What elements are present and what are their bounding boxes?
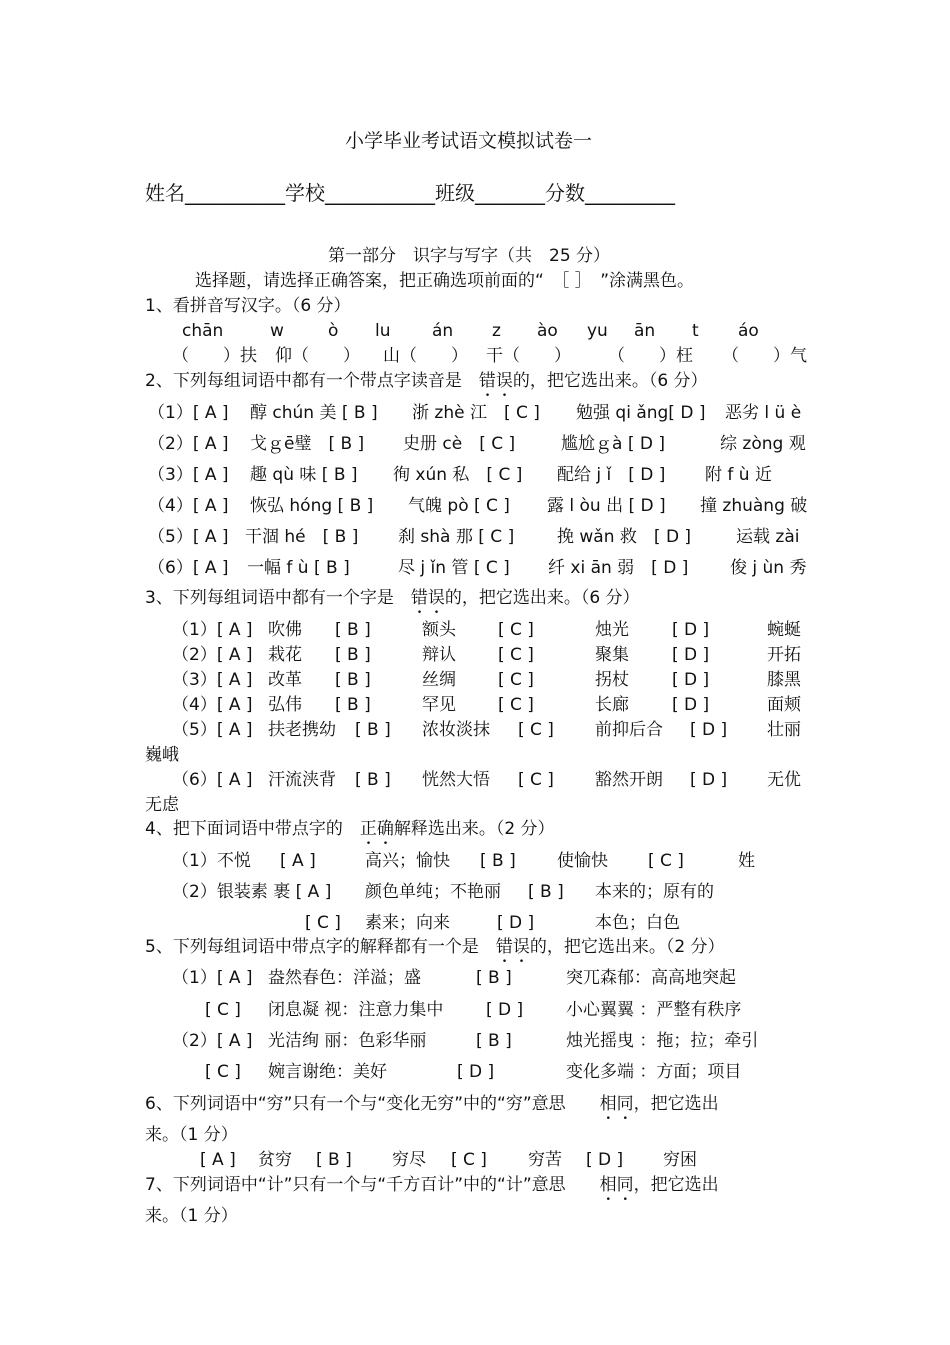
option-c[interactable]: [ C ] bbox=[205, 1000, 241, 1020]
option-d[interactable]: [ D ] bbox=[690, 770, 728, 790]
q3-emphasis: 错误 bbox=[410, 588, 445, 608]
score-blank[interactable]: _________ bbox=[585, 181, 675, 205]
q5-title-text: 5、下列每组词语中带点字的解释都有一个是 bbox=[145, 937, 496, 957]
option-c[interactable]: [ C ] bbox=[498, 695, 534, 715]
option-text[interactable]: 光洁绚 丽：色彩华丽 bbox=[268, 1031, 427, 1051]
option-text[interactable]: 颜色单纯；不艳丽 bbox=[365, 882, 501, 902]
q4-title bbox=[145, 818, 555, 849]
pinyin: w bbox=[270, 321, 284, 341]
option-text[interactable]: 无优 bbox=[767, 770, 801, 790]
option-text[interactable]: 俊 j ùn 秀 bbox=[730, 558, 807, 578]
pinyin: yu bbox=[587, 321, 608, 341]
option-c[interactable]: [ C ] bbox=[498, 620, 534, 640]
option-d[interactable]: [ D ] bbox=[486, 1000, 524, 1020]
option-d[interactable]: [ D ] bbox=[672, 670, 710, 690]
option-text[interactable]: 勉强 qi ǎng[ D ] bbox=[576, 403, 706, 423]
option-a[interactable]: （3）[ A ] bbox=[172, 670, 253, 690]
pinyin: chān bbox=[182, 321, 224, 341]
exam-title: 小学毕业考试语文模拟试卷一 bbox=[345, 130, 593, 152]
q5-title-text: 的，把它选出来。（2 分） bbox=[529, 937, 725, 957]
student-info-line bbox=[145, 182, 675, 204]
option-text[interactable]: 聚集 bbox=[595, 645, 629, 665]
option-text[interactable]: 一幅 f ù [ B ] bbox=[247, 558, 350, 578]
option-text[interactable]: 趣 qù 味 [ B ] bbox=[250, 465, 358, 485]
option-text[interactable]: 开拓 bbox=[767, 645, 801, 665]
q3-title-text: 3、下列每组词语中都有一个字是 bbox=[145, 588, 411, 608]
option-text[interactable]: 徇 xún 私 [ C ] bbox=[393, 465, 523, 485]
option-text[interactable]: 尴尬ｇà [ D ] bbox=[561, 434, 665, 454]
option-b[interactable]: [ B ] bbox=[335, 620, 371, 640]
option-text[interactable]: 长廊 bbox=[595, 695, 629, 715]
q3-row-6-wrap: 无虑 bbox=[145, 795, 179, 815]
option-text[interactable]: 醇 chún 美 [ B ] bbox=[250, 403, 378, 423]
option-a[interactable]: （1）[ A ] bbox=[172, 968, 253, 988]
option-b[interactable]: [ B ] bbox=[355, 720, 391, 740]
q1-title: 1、看拼音写汉字。（6 分） bbox=[145, 296, 351, 316]
option-text[interactable]: 使愉快 bbox=[557, 851, 608, 871]
option-text[interactable]: 豁然开朗 bbox=[595, 770, 663, 790]
option-text[interactable]: 浙 zhè 江 [ C ] bbox=[412, 403, 540, 423]
option-a[interactable]: （6）[ A ] bbox=[172, 770, 253, 790]
option-b[interactable]: [ B ] bbox=[335, 645, 371, 665]
option-text[interactable]: 素来；向来 bbox=[365, 913, 450, 933]
option-text[interactable]: 恍然大悟 bbox=[422, 770, 490, 790]
q3-title-text: 的，把它选出来。（6 分） bbox=[444, 588, 640, 608]
option-a[interactable]: （5）[ A ] bbox=[148, 527, 229, 547]
q7-title-text: ，把它选出 bbox=[633, 1175, 719, 1195]
option-c[interactable]: [ C ] bbox=[498, 670, 534, 690]
pinyin: án bbox=[432, 321, 454, 341]
q4-word[interactable]: （2）银装素 裹 [ A ] bbox=[172, 882, 332, 902]
pinyin: ò bbox=[328, 321, 339, 341]
q6-title-text: ，把它选出 bbox=[633, 1094, 719, 1114]
option-text[interactable]: 盎然春色：洋溢；盛 bbox=[268, 968, 421, 988]
option-d[interactable]: [ D ] bbox=[457, 1062, 495, 1082]
pinyin: áo bbox=[738, 321, 759, 341]
option-b[interactable]: [ B ] bbox=[528, 882, 564, 902]
pinyin: lu bbox=[375, 321, 391, 341]
option-c[interactable]: [ C ] bbox=[205, 1062, 241, 1082]
option-a[interactable]: （5）[ A ] bbox=[172, 720, 253, 740]
option-b[interactable]: [ B ] bbox=[480, 851, 516, 871]
option-text[interactable]: 撞 zhuàng 破 bbox=[700, 496, 808, 516]
option-text[interactable]: 罕见 bbox=[422, 695, 456, 715]
answer-blank[interactable]: （ ）气 bbox=[722, 346, 807, 366]
option-text[interactable]: 贫穷 bbox=[258, 1150, 292, 1170]
pinyin: z bbox=[492, 321, 501, 341]
option-text[interactable]: 本色；白色 bbox=[595, 913, 680, 933]
q6-emphasis: 相同 bbox=[599, 1094, 634, 1114]
option-text[interactable]: 刹 shà 那 [ C ] bbox=[398, 527, 515, 547]
q2-title-text: 2、下列每组词语中都有一个带点字读音是 bbox=[145, 371, 479, 391]
option-text[interactable]: 姓 bbox=[738, 851, 755, 871]
option-text[interactable]: 烛光摇曳 ：拖；拉；牵引 bbox=[566, 1031, 759, 1051]
pinyin: ào bbox=[537, 321, 558, 341]
option-text[interactable]: 尽 j ǐn 管 [ C ] bbox=[398, 558, 510, 578]
option-text[interactable]: 穷苦 bbox=[528, 1150, 562, 1170]
q6-title bbox=[145, 1093, 719, 1124]
option-text[interactable]: 干涸 hé [ B ] bbox=[245, 527, 359, 547]
option-text[interactable]: 穷尽 bbox=[392, 1150, 426, 1170]
option-text[interactable]: 附 f ù 近 bbox=[705, 465, 772, 485]
q5-emphasis: 错误 bbox=[495, 937, 530, 957]
option-d[interactable]: [ D ] bbox=[672, 645, 710, 665]
option-b[interactable]: [ B ] bbox=[335, 695, 371, 715]
option-text[interactable]: 小心翼翼 ：严整有秩序 bbox=[566, 1000, 742, 1020]
q5-title bbox=[145, 936, 725, 967]
option-text[interactable]: 蜿蜒 bbox=[767, 620, 801, 640]
q4-emphasis: 正确 bbox=[359, 819, 394, 839]
option-b[interactable]: [ B ] bbox=[316, 1150, 352, 1170]
option-text[interactable]: 吹佛 bbox=[268, 620, 302, 640]
option-text[interactable]: 高兴；愉快 bbox=[365, 851, 450, 871]
school-label: 学校 bbox=[285, 181, 325, 205]
option-b[interactable]: [ B ] bbox=[476, 968, 512, 988]
option-text[interactable]: 拐杖 bbox=[595, 670, 629, 690]
option-a[interactable]: [ A ] bbox=[200, 1150, 236, 1170]
option-text[interactable]: 前抑后合 bbox=[595, 720, 663, 740]
option-text[interactable]: 膝黑 bbox=[767, 670, 801, 690]
class-blank[interactable]: _______ bbox=[475, 181, 545, 205]
part-heading: 第一部分 识字与写字（共 25 分） bbox=[328, 246, 611, 266]
answer-blank[interactable]: 山（ ） bbox=[383, 346, 468, 366]
option-text[interactable]: 恢弘 hóng [ B ] bbox=[250, 496, 374, 516]
option-c[interactable]: [ C ] bbox=[518, 770, 554, 790]
q2-title bbox=[145, 370, 708, 401]
instruction-text: 选择题，请选择正确答案，把正确选项前面的“ ［ ］ ”涂满黑色。 bbox=[195, 271, 695, 291]
option-text[interactable]: 穷困 bbox=[663, 1150, 697, 1170]
option-text[interactable]: 额头 bbox=[422, 620, 456, 640]
option-text[interactable]: 改革 bbox=[268, 670, 302, 690]
option-text[interactable]: 弘伟 bbox=[268, 695, 302, 715]
option-text[interactable]: 运载 zài bbox=[736, 527, 800, 547]
option-d[interactable]: [ D ] bbox=[672, 695, 710, 715]
pinyin: t bbox=[692, 321, 699, 341]
option-c[interactable]: [ C ] bbox=[648, 851, 684, 871]
class-label: 班级 bbox=[435, 181, 475, 205]
q7-title bbox=[145, 1174, 719, 1205]
option-d[interactable]: [ D ] bbox=[690, 720, 728, 740]
name-label: 姓名 bbox=[145, 181, 185, 205]
option-a[interactable]: [ A ] bbox=[280, 851, 316, 871]
option-text[interactable]: 变化多端 ：方面；项目 bbox=[566, 1062, 742, 1082]
option-text[interactable]: 突兀森郁：高高地突起 bbox=[566, 968, 736, 988]
option-text[interactable]: 纤 xi ān 弱 [ D ] bbox=[548, 558, 689, 578]
option-a[interactable]: （2）[ A ] bbox=[172, 1031, 253, 1051]
option-a[interactable]: （2）[ A ] bbox=[172, 645, 253, 665]
option-a[interactable]: （2）[ A ] bbox=[148, 434, 229, 454]
q3-row-5-wrap: 巍峨 bbox=[145, 745, 179, 765]
option-a[interactable]: （3）[ A ] bbox=[148, 465, 229, 485]
option-a[interactable]: （6）[ A ] bbox=[148, 558, 229, 578]
option-text[interactable]: 戈ｇē璧 [ B ] bbox=[250, 434, 365, 454]
q2-emphasis: 错误 bbox=[478, 371, 513, 391]
answer-blank[interactable]: （ ）枉 bbox=[608, 346, 693, 366]
answer-blank[interactable]: 仰（ ） bbox=[275, 346, 360, 366]
option-text[interactable]: 史册 cè [ C ] bbox=[403, 434, 516, 454]
option-c[interactable]: [ C ] bbox=[518, 720, 554, 740]
q4-title-text: 解释选出来。（2 分） bbox=[393, 819, 555, 839]
score-label: 分数 bbox=[545, 181, 585, 205]
option-text[interactable]: 辩认 bbox=[422, 645, 456, 665]
option-c[interactable]: [ C ] bbox=[451, 1150, 487, 1170]
option-text[interactable]: 浓妆淡抹 bbox=[422, 720, 490, 740]
option-text[interactable]: 综 zòng 观 bbox=[720, 434, 806, 454]
option-text[interactable]: 恶劣 l ü è bbox=[725, 403, 802, 423]
q2-title-text: 的，把它选出来。（6 分） bbox=[512, 371, 708, 391]
option-text[interactable]: 配给 j ǐ [ D ] bbox=[557, 465, 666, 485]
option-d[interactable]: [ D ] bbox=[672, 620, 710, 640]
option-text[interactable]: 露 l òu 出 [ D ] bbox=[547, 496, 666, 516]
answer-blank[interactable]: （ ）扶 bbox=[172, 346, 257, 366]
option-c[interactable]: [ C ] bbox=[305, 913, 341, 933]
option-b[interactable]: [ B ] bbox=[355, 770, 391, 790]
option-text[interactable]: 汗流浃背 bbox=[268, 770, 336, 790]
q6-title-text: 6、下列词语中“穷”只有一个与“变化无穷”中的“穷”意思 bbox=[145, 1094, 600, 1114]
option-text[interactable]: 面颊 bbox=[767, 695, 801, 715]
q4-title-text: 4、把下面词语中带点字的 bbox=[145, 819, 360, 839]
option-d[interactable]: [ D ] bbox=[586, 1150, 624, 1170]
option-text[interactable]: 丝绸 bbox=[422, 670, 456, 690]
answer-blank[interactable]: 干（ ） bbox=[486, 346, 571, 366]
q7-title-wrap: 来。（1 分） bbox=[145, 1206, 238, 1226]
option-text[interactable]: 挽 wǎn 救 [ D ] bbox=[557, 527, 692, 547]
option-a[interactable]: （1）[ A ] bbox=[148, 403, 229, 423]
option-a[interactable]: （4）[ A ] bbox=[148, 496, 229, 516]
option-text[interactable]: 气魄 pò [ C ] bbox=[408, 496, 510, 516]
option-text[interactable]: 栽花 bbox=[268, 645, 302, 665]
q7-title-text: 7、下列词语中“计”只有一个与“千方百计”中的“计”意思 bbox=[145, 1175, 600, 1195]
option-c[interactable]: [ C ] bbox=[498, 645, 534, 665]
q6-title-wrap: 来。（1 分） bbox=[145, 1125, 238, 1145]
option-text[interactable]: 本来的；原有的 bbox=[595, 882, 714, 902]
option-text[interactable]: 壮丽 bbox=[767, 720, 801, 740]
option-d[interactable]: [ D ] bbox=[497, 913, 535, 933]
option-text[interactable]: 烛光 bbox=[595, 620, 629, 640]
option-text[interactable]: 扶老携幼 bbox=[268, 720, 336, 740]
option-text[interactable]: 婉言谢绝：美好 bbox=[268, 1062, 387, 1082]
pinyin: ān bbox=[634, 321, 656, 341]
option-b[interactable]: [ B ] bbox=[335, 670, 371, 690]
name-blank[interactable]: __________ bbox=[185, 181, 285, 205]
school-blank[interactable]: ___________ bbox=[325, 181, 435, 205]
option-a[interactable]: （1）[ A ] bbox=[172, 620, 253, 640]
option-text[interactable]: 闭息凝 视：注意力集中 bbox=[268, 1000, 444, 1020]
q4-word: （1）不悦 bbox=[172, 851, 251, 871]
q7-emphasis: 相同 bbox=[599, 1175, 634, 1195]
q3-title bbox=[145, 587, 640, 618]
option-a[interactable]: （4）[ A ] bbox=[172, 695, 253, 715]
option-b[interactable]: [ B ] bbox=[476, 1031, 512, 1051]
